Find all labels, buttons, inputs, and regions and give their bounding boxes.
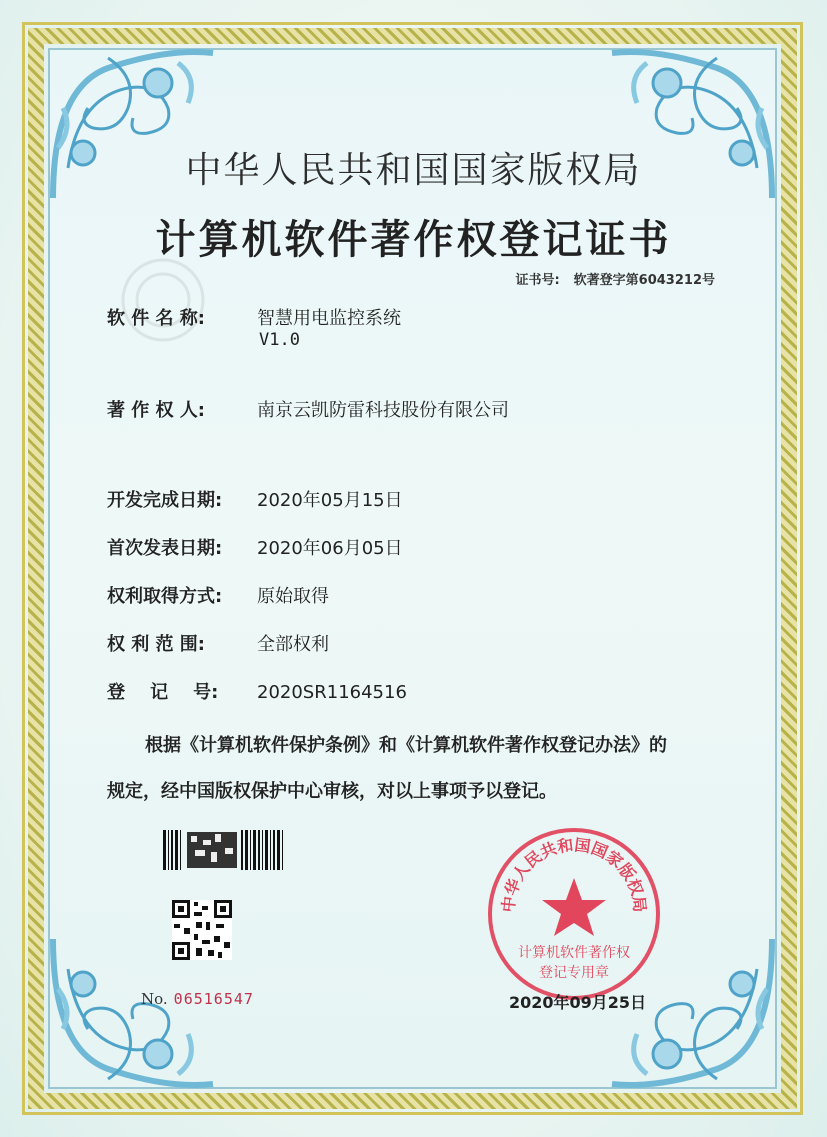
software-version: V1.0 <box>259 330 300 350</box>
pub-date-row <box>107 534 403 560</box>
pub-date-value: 2020年06月05日 <box>257 538 403 559</box>
cert-number-value: 软著登字第6043212号 <box>573 273 715 288</box>
scope-value: 全部权利 <box>257 634 329 655</box>
qr-code-icon <box>172 900 232 960</box>
seal-ring-text: 中华人民共和国国家版权局 <box>498 835 650 914</box>
seal-star-icon <box>542 878 606 936</box>
serial-label: No. <box>141 990 168 1008</box>
watermark-emblem-icon <box>118 255 208 345</box>
cert-number-label: 证书号: <box>515 273 560 288</box>
statement-line-1: 根据《计算机软件保护条例》和《计算机软件著作权登记办法》的 <box>145 735 667 756</box>
software-name-row <box>107 304 401 330</box>
pub-date-label: 首次发表日期: <box>107 538 223 559</box>
dev-date-value: 2020年05月15日 <box>257 490 403 511</box>
software-name-value: 智慧用电监控系统 <box>257 308 401 329</box>
issue-date: 2020年09月25日 <box>509 993 647 1012</box>
acquire-row <box>107 582 329 608</box>
acquire-value: 原始取得 <box>257 586 329 607</box>
software-name-label: 软 件 名 称: <box>107 308 205 329</box>
serial-number <box>141 990 254 1008</box>
serial-value: 06516547 <box>173 990 254 1008</box>
official-seal <box>486 826 662 1002</box>
agency-title: 中华人民共和国国家版权局 <box>185 150 642 191</box>
certificate-title: 计算机软件著作权登记证书 <box>155 216 672 263</box>
reg-no-label: 登 记 号: <box>107 682 219 703</box>
certificate-number <box>515 269 715 288</box>
statement-line-2: 规定，经中国版权保护中心审核，对以上事项予以登记。 <box>107 781 557 802</box>
barcode-icon <box>163 830 285 870</box>
reg-no-value: 2020SR1164516 <box>257 682 407 703</box>
scope-label: 权 利 范 围: <box>107 634 205 655</box>
dev-date-label: 开发完成日期: <box>107 490 223 511</box>
owner-label: 著 作 权 人: <box>107 400 205 421</box>
reg-no-row <box>107 678 407 704</box>
seal-inner-line-2: 登记专用章 <box>539 965 609 981</box>
dev-date-row <box>107 486 403 512</box>
acquire-label: 权利取得方式: <box>107 586 223 607</box>
scope-row <box>107 630 329 656</box>
owner-row <box>107 396 509 422</box>
owner-value: 南京云凯防雷科技股份有限公司 <box>257 400 509 421</box>
seal-inner-line-1: 计算机软件著作权 <box>518 945 630 961</box>
